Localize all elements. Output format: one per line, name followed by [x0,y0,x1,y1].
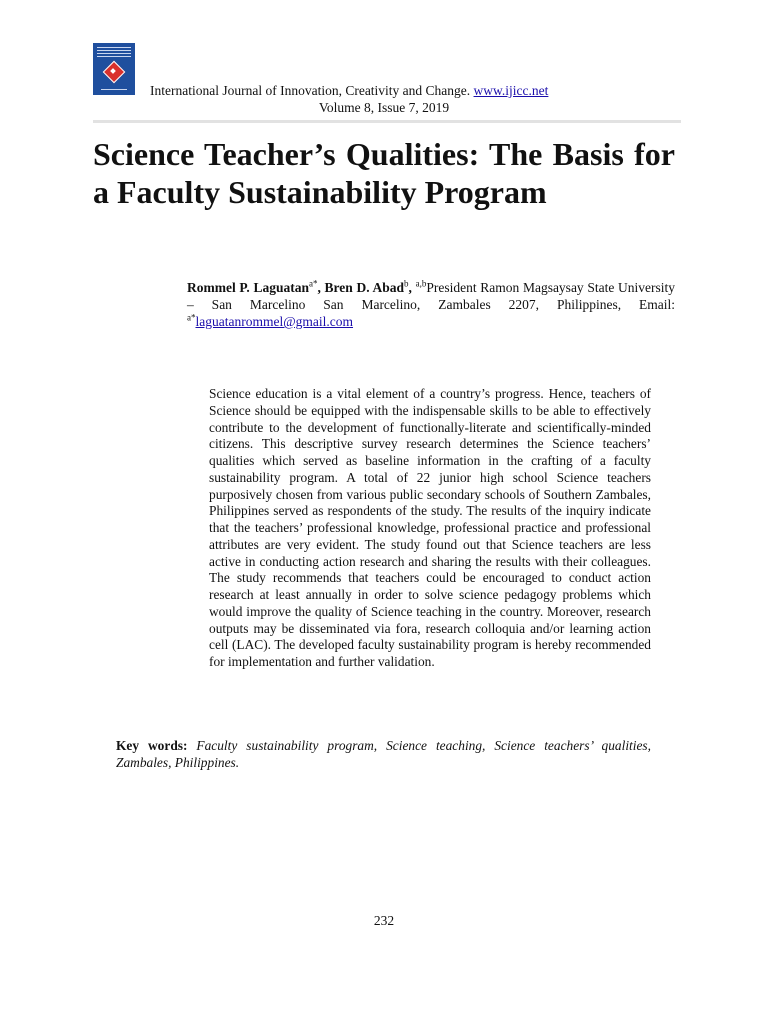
author-block: Rommel P. Laguatan$^{a*}$, Bren D. Abad$^b$, $^{a,b}$President Ramon Magsaysay State University – San Marcelino San Marcelino, Zambales 2207, Philippines, Email: $^{a*}$laguatanrommel@gmail.com [187,278,676,329]
keywords [116,737,651,771]
logo-text-lines [97,47,131,59]
keywords-value: Faculty sustainability program, Science teaching, Science teachers’ qualities, Zambales, Philippines. [116,738,651,770]
paper-title: Science Teacher’s Qualities: The Basis for a Faculty Sustainability Program [93,136,675,210]
author-2-sup: b [404,278,409,289]
journal-header [150,82,620,116]
page-number: 232 [373,913,395,928]
header-divider [93,120,681,123]
author-1-sup: a* [308,278,318,289]
affiliation: President Ramon Magsaysay State University – San Marcelino San Marcelino, Zambales 2207, Philippines, Email: [187,280,676,312]
volume-issue: Volume 8, Issue 7, 2019 [318,100,450,115]
journal-logo [93,43,135,95]
author-1: Rommel P. Laguatan [187,280,309,295]
email-sup: a* [187,312,196,323]
author-2: Bren D. Abad [324,280,405,295]
email-link[interactable]: laguatanrommel@gmail.com [195,314,354,329]
affiliation-sup: a,b [415,278,427,289]
keywords-label: Key words: [116,738,188,753]
abstract: Science education is a vital element of a country’s progress. Hence, teachers of Science should be equipped with the indispensable skills to be able to effectively contribute to the development of functionally-literate and scientifically-minded citizens. This descriptive survey research determines the Science teachers’ qualities which served as baseline information in the crafting of a faculty sustainability program. A total of 22 junior high school Science teachers purposively chosen from various public secondary schools of Southern Zambales, Philippines served as respondents of the study. The results of the inquiry indicate that the teachers’ professional knowledge, professional practice and professional attributes are very evident. The study found out that Science teachers are less active in conducting action research and sharing the results with their colleagues. The study recommends that teachers could be encouraged to conduct action research at least annually in order to solve science pedagogy problems which would improve the quality of Science teaching in the country. Moreover, research outputs may be disseminated via fora, research colloquia and/or learning action cell (LAC). The developed faculty sustainability program is hereby recommended for implementation and further validation. [209,386,651,669]
journal-name: International Journal of Innovation, Creativity and Change. [150,83,471,98]
journal-url-link[interactable]: www.ijicc.net [473,83,549,98]
